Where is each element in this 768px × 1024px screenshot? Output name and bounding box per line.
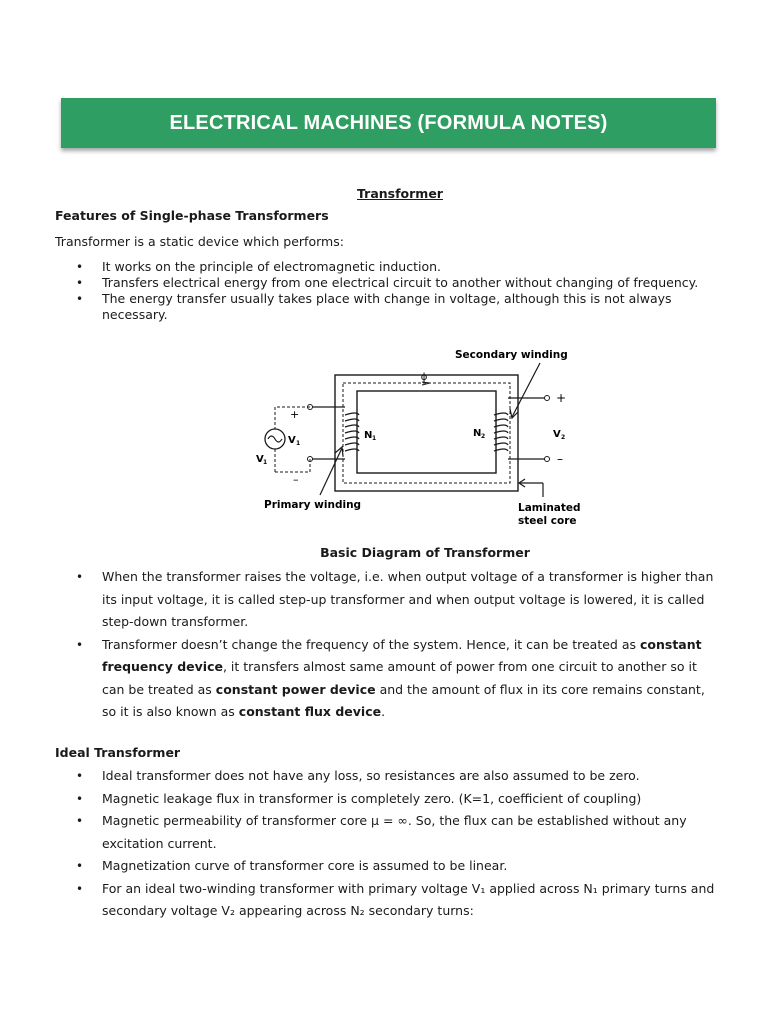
core-label-line2: steel core — [518, 515, 577, 527]
ideal-list — [55, 765, 715, 923]
bold-term: constant flux device — [238, 704, 382, 719]
primary-winding-label: Primary winding — [264, 499, 362, 511]
list-item: • When the transformer raises the voltage, i.e. when output voltage of a transformer is higher than its input voltage, it is called step-up transformer and when output voltage is lowered, it is called step-down transformer. — [55, 566, 715, 634]
features-heading: Features of Single-phase Transformers — [55, 208, 329, 223]
secondary-winding-label: Secondary winding — [455, 349, 568, 361]
page-title: ELECTRICAL MACHINES (FORMULA NOTES) — [169, 111, 608, 134]
n1-sub: 1 — [372, 435, 377, 442]
transformer-diagram — [250, 345, 600, 535]
plus-primary: + — [290, 408, 300, 421]
section-title: Transformer — [357, 186, 443, 201]
ideal-heading: Ideal Transformer — [55, 745, 181, 760]
text-span: , it transfers almost same amount of power from one circuit to another so it can be treated as — [102, 659, 697, 697]
list-item: • The energy transfer usually takes place with change in voltage, although this is not always necessary. — [55, 291, 705, 323]
v1-label-inner: V — [288, 435, 296, 446]
text-span: . — [381, 704, 386, 719]
n2-sub: 2 — [481, 433, 486, 440]
v1-label-outer: V — [256, 454, 264, 465]
v1-sub-outer: 1 — [263, 459, 268, 466]
minus-secondary: – — [557, 452, 563, 466]
core-label-line1: Laminated — [518, 502, 581, 514]
text-span: Transformer doesn’t change the frequency of the system. Hence, it can be treated as — [102, 636, 640, 652]
title-banner — [61, 98, 716, 148]
diagram-caption: Basic Diagram of Transformer — [320, 545, 530, 560]
bold-term: constant frequency device — [102, 636, 702, 674]
list-item — [55, 634, 715, 724]
n1-label: N — [364, 430, 373, 441]
text-span: and the amount of flux in its core remains constant, so it is also known as — [102, 681, 705, 719]
step-list — [55, 566, 715, 724]
n2-label: N — [473, 428, 482, 439]
list-item: • For an ideal two-winding transformer with primary voltage V₁ applied across N₁ primary turns and secondary voltage V₂ appearing across N₂ secondary turns: — [55, 878, 715, 923]
list-item: • Magnetic permeability of transformer core μ = ∞. So, the flux can be established without any excitation current. — [55, 810, 715, 855]
flux-label: ϕ — [420, 372, 428, 383]
list-item: • Magnetization curve of transformer core is assumed to be linear. — [55, 855, 715, 878]
v1-sub-inner: 1 — [296, 440, 301, 447]
bold-term: constant power device — [215, 681, 376, 697]
list-item: • Ideal transformer does not have any loss, so resistances are also assumed to be zero. — [55, 765, 715, 788]
secondary-coil — [494, 398, 547, 459]
list-item: • Transfers electrical energy from one electrical circuit to another without changing of frequency. — [55, 275, 705, 291]
list-item: • Magnetic leakage flux in transformer is completely zero. (K=1, coefficient of coupling) — [55, 788, 715, 811]
v2-label: V — [553, 429, 561, 440]
features-list — [55, 259, 705, 323]
minus-primary: – — [293, 473, 299, 486]
v2-sub: 2 — [561, 434, 566, 441]
features-intro: Transformer is a static device which performs: — [55, 234, 344, 249]
list-item: • It works on the principle of electromagnetic induction. — [55, 259, 705, 275]
plus-secondary: + — [556, 391, 567, 405]
